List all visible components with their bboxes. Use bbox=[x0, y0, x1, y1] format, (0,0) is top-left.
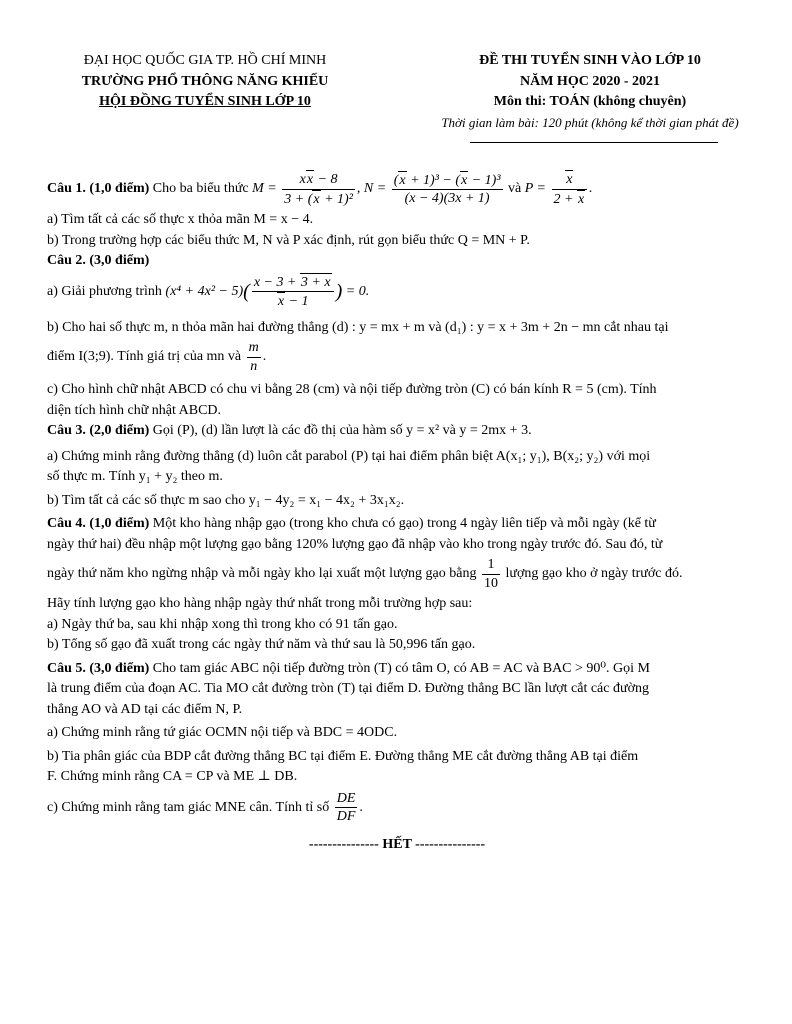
q4-line1-text: Một kho hàng nhập gạo (trong kho chưa có gạo) trong 4 ngày liên tiếp và mỗi ngày (kể từ bbox=[152, 516, 656, 531]
council-name: HỘI ĐỒNG TUYỂN SINH LỚP 10 bbox=[99, 94, 311, 109]
question-2 bbox=[47, 252, 747, 419]
q4-line3-pre: ngày thứ năm kho ngừng nhập và mỗi ngày kho lại xuất một lượng gạo bằng bbox=[47, 566, 477, 582]
q4-part-b: b) Tổng số gạo đã xuất trong các ngày thứ năm và thứ sau là 50,996 tấn gạo. bbox=[47, 637, 476, 652]
q2-part-b-text: điểm I(3;9). Tính giá trị của mn và bbox=[47, 349, 242, 365]
q2-part-c-line1: c) Cho hình chữ nhật ABCD có chu vi bằng 28 (cm) và nội tiếp đường tròn (C) có bán kính R = 5 (cm). Tính bbox=[47, 382, 657, 397]
q5-line1 bbox=[47, 660, 747, 678]
q4-fraction-1-10: $\frac{1}{10}$ bbox=[484, 557, 498, 591]
q5-part-c: c) Chứng minh rằng tam giác MNE cân. Tính tỉ số $\frac{DE}{DF}$ . bbox=[47, 790, 363, 824]
q4-line4: Hãy tính lượng gạo kho hàng nhập ngày thứ nhất trong mỗi trường hợp sau: bbox=[47, 596, 473, 611]
q2-part-b-line2: điểm I(3;9). Tính giá trị của mn và $\frac{m}{n}$ . bbox=[47, 340, 267, 374]
q4-line2: ngày thứ hai) đều nhập một lượng gạo bằng 120% lượng gạo đã nhập vào kho trong ngày trước đó. Sau đó, từ bbox=[47, 536, 663, 552]
q4-part-a: a) Ngày thứ ba, sau khi nhập xong thì trong kho có 91 tấn gạo. bbox=[47, 616, 398, 632]
q4-line3-post: lượng gạo kho ở ngày trước đó. bbox=[505, 566, 683, 582]
q3-part-a-line1: a) Chứng minh rằng đường thẳng (d) luôn cắt parabol (P) tại hai điểm phân biệt A(x₁; y₁), B(x₂; y₂) với mọi bbox=[47, 448, 651, 464]
q3-title: Câu 3. (2,0 điểm) bbox=[47, 423, 150, 438]
university-name: ĐẠI HỌC QUỐC GIA TP. HỒ CHÍ MINH bbox=[83, 53, 327, 68]
q5-title: Câu 5. (3,0 điểm) bbox=[47, 660, 150, 676]
school-name: TRƯỜNG PHỔ THÔNG NĂNG KHIẾU bbox=[81, 73, 329, 89]
q1-title: Câu 1. (1,0 điểm) bbox=[47, 181, 150, 197]
q4-title: Câu 4. (1,0 điểm) bbox=[47, 516, 150, 531]
exam-title: ĐỀ THI TUYỂN SINH VÀO LỚP 10 bbox=[479, 53, 701, 68]
q1-formula-p: P = $\frac{x}{2 + x}$ . bbox=[524, 172, 593, 207]
q2-part-a-label: a) Giải phương trình bbox=[47, 283, 162, 299]
q3-part-a-line2: số thực m. Tính y₁ + y₂ theo m. bbox=[47, 469, 223, 484]
q5-fraction-de-df: $\frac{DE}{DF}$ bbox=[336, 790, 356, 824]
q3-intro: Gọi (P), (d) lần lượt là các đồ thị của hàm số y = x² và y = 2mx + 3. bbox=[152, 423, 532, 438]
end-marker: --------------- HẾT --------------- bbox=[308, 836, 486, 852]
question-3 bbox=[47, 422, 747, 509]
q2-part-c-line2: diện tích hình chữ nhật ABCD. bbox=[47, 402, 222, 418]
q1-part-b: b) Trong trường hợp các biểu thức M, N và P xác định, rút gọn biểu thức Q = MN + P. bbox=[47, 232, 530, 248]
exam-body bbox=[47, 160, 747, 853]
q2-part-a bbox=[47, 273, 747, 311]
question-4 bbox=[47, 515, 747, 654]
q5-line2: là trung điểm của đoạn AC. Tia MO cắt đường tròn (T) tại điểm D. Đường thẳng BC lần lượt cắt các đường bbox=[47, 681, 649, 696]
q2-part-b-line1: b) Cho hai số thực m, n thỏa mãn hai đường thẳng (d) : y = mx + m và (d₁) : y = x + 3m + 2n − mn cắt nhau tại bbox=[47, 319, 669, 335]
q5-part-b-line2: F. Chứng minh rằng CA = CP và ME ⊥ DB. bbox=[47, 769, 298, 784]
header-left bbox=[40, 52, 370, 111]
q1-part-a: a) Tìm tất cả các số thực x thỏa mãn M = x − 4. bbox=[47, 212, 314, 227]
q3-part-b: b) Tìm tất cả các số thực m sao cho y₁ − 4y₂ = x₁ − 4x₂ + 3x₁x₂. bbox=[47, 492, 405, 508]
subject: Môn thi: TOÁN (không chuyên) bbox=[493, 94, 687, 109]
q3-intro-line bbox=[47, 422, 747, 440]
question-5 bbox=[47, 660, 747, 826]
q5-part-a: a) Chứng minh rằng tứ giác OCMN nội tiếp và BDC = 4ODC. bbox=[47, 725, 398, 740]
q5-line3: thẳng AO và AD tại các điểm N, P. bbox=[47, 701, 243, 717]
q1-and: và bbox=[508, 181, 522, 197]
q5-part-c-text: c) Chứng minh rằng tam giác MNE cân. Tính tỉ số bbox=[47, 799, 330, 815]
q5-line1-text: Cho tam giác ABC nội tiếp đường tròn (T) có tâm O, có AB = AC và BAC > 90⁰. Gọi M bbox=[152, 660, 650, 676]
q1-intro: Cho ba biểu thức bbox=[152, 181, 249, 197]
q1-formula-m: M = $\frac{xx - 8}{\text{3 + (x + 1)²}}$ bbox=[252, 172, 353, 207]
q2-equation: (x⁴ + 4x² − 5)( $\frac{x - 3 + 3 + x}{x - 1}$ ) = 0. bbox=[165, 274, 370, 309]
school-year: NĂM HỌC 2020 - 2021 bbox=[520, 73, 660, 89]
header-divider bbox=[470, 142, 718, 143]
time-allowed: Thời gian làm bài: 120 phút (không kể thời gian phát đề) bbox=[441, 114, 739, 130]
q1-formula-n: N = $\frac{\text{(x + 1)³ − (x − 1)³}}{(x - 4)(3x + 1)}$ bbox=[363, 172, 501, 206]
question-1 bbox=[47, 170, 747, 249]
q2-fraction-m-n: $\frac{m}{n}$ bbox=[248, 340, 259, 374]
q2-title: Câu 2. (3,0 điểm) bbox=[47, 253, 150, 268]
header-right bbox=[440, 52, 740, 131]
q4-line1 bbox=[47, 515, 747, 533]
q1-formula-line: Câu 1. (1,0 điểm) Cho ba biểu thức M = $\frac{xx - 8}{\text{3 + (x + 1)²}}$ , N = $\frac{\text{(x + 1)³ − (x − 1)³}}{(x - 4)(3x + 1)}$ và P = $\frac{x}{2 + x}$ . bbox=[47, 172, 593, 207]
q4-line3 bbox=[47, 556, 747, 592]
q5-part-b-line1: b) Tia phân giác của BDP cắt đường thẳng BC tại điểm E. Đường thẳng ME cắt đường thẳng AB tại điểm bbox=[47, 748, 639, 764]
